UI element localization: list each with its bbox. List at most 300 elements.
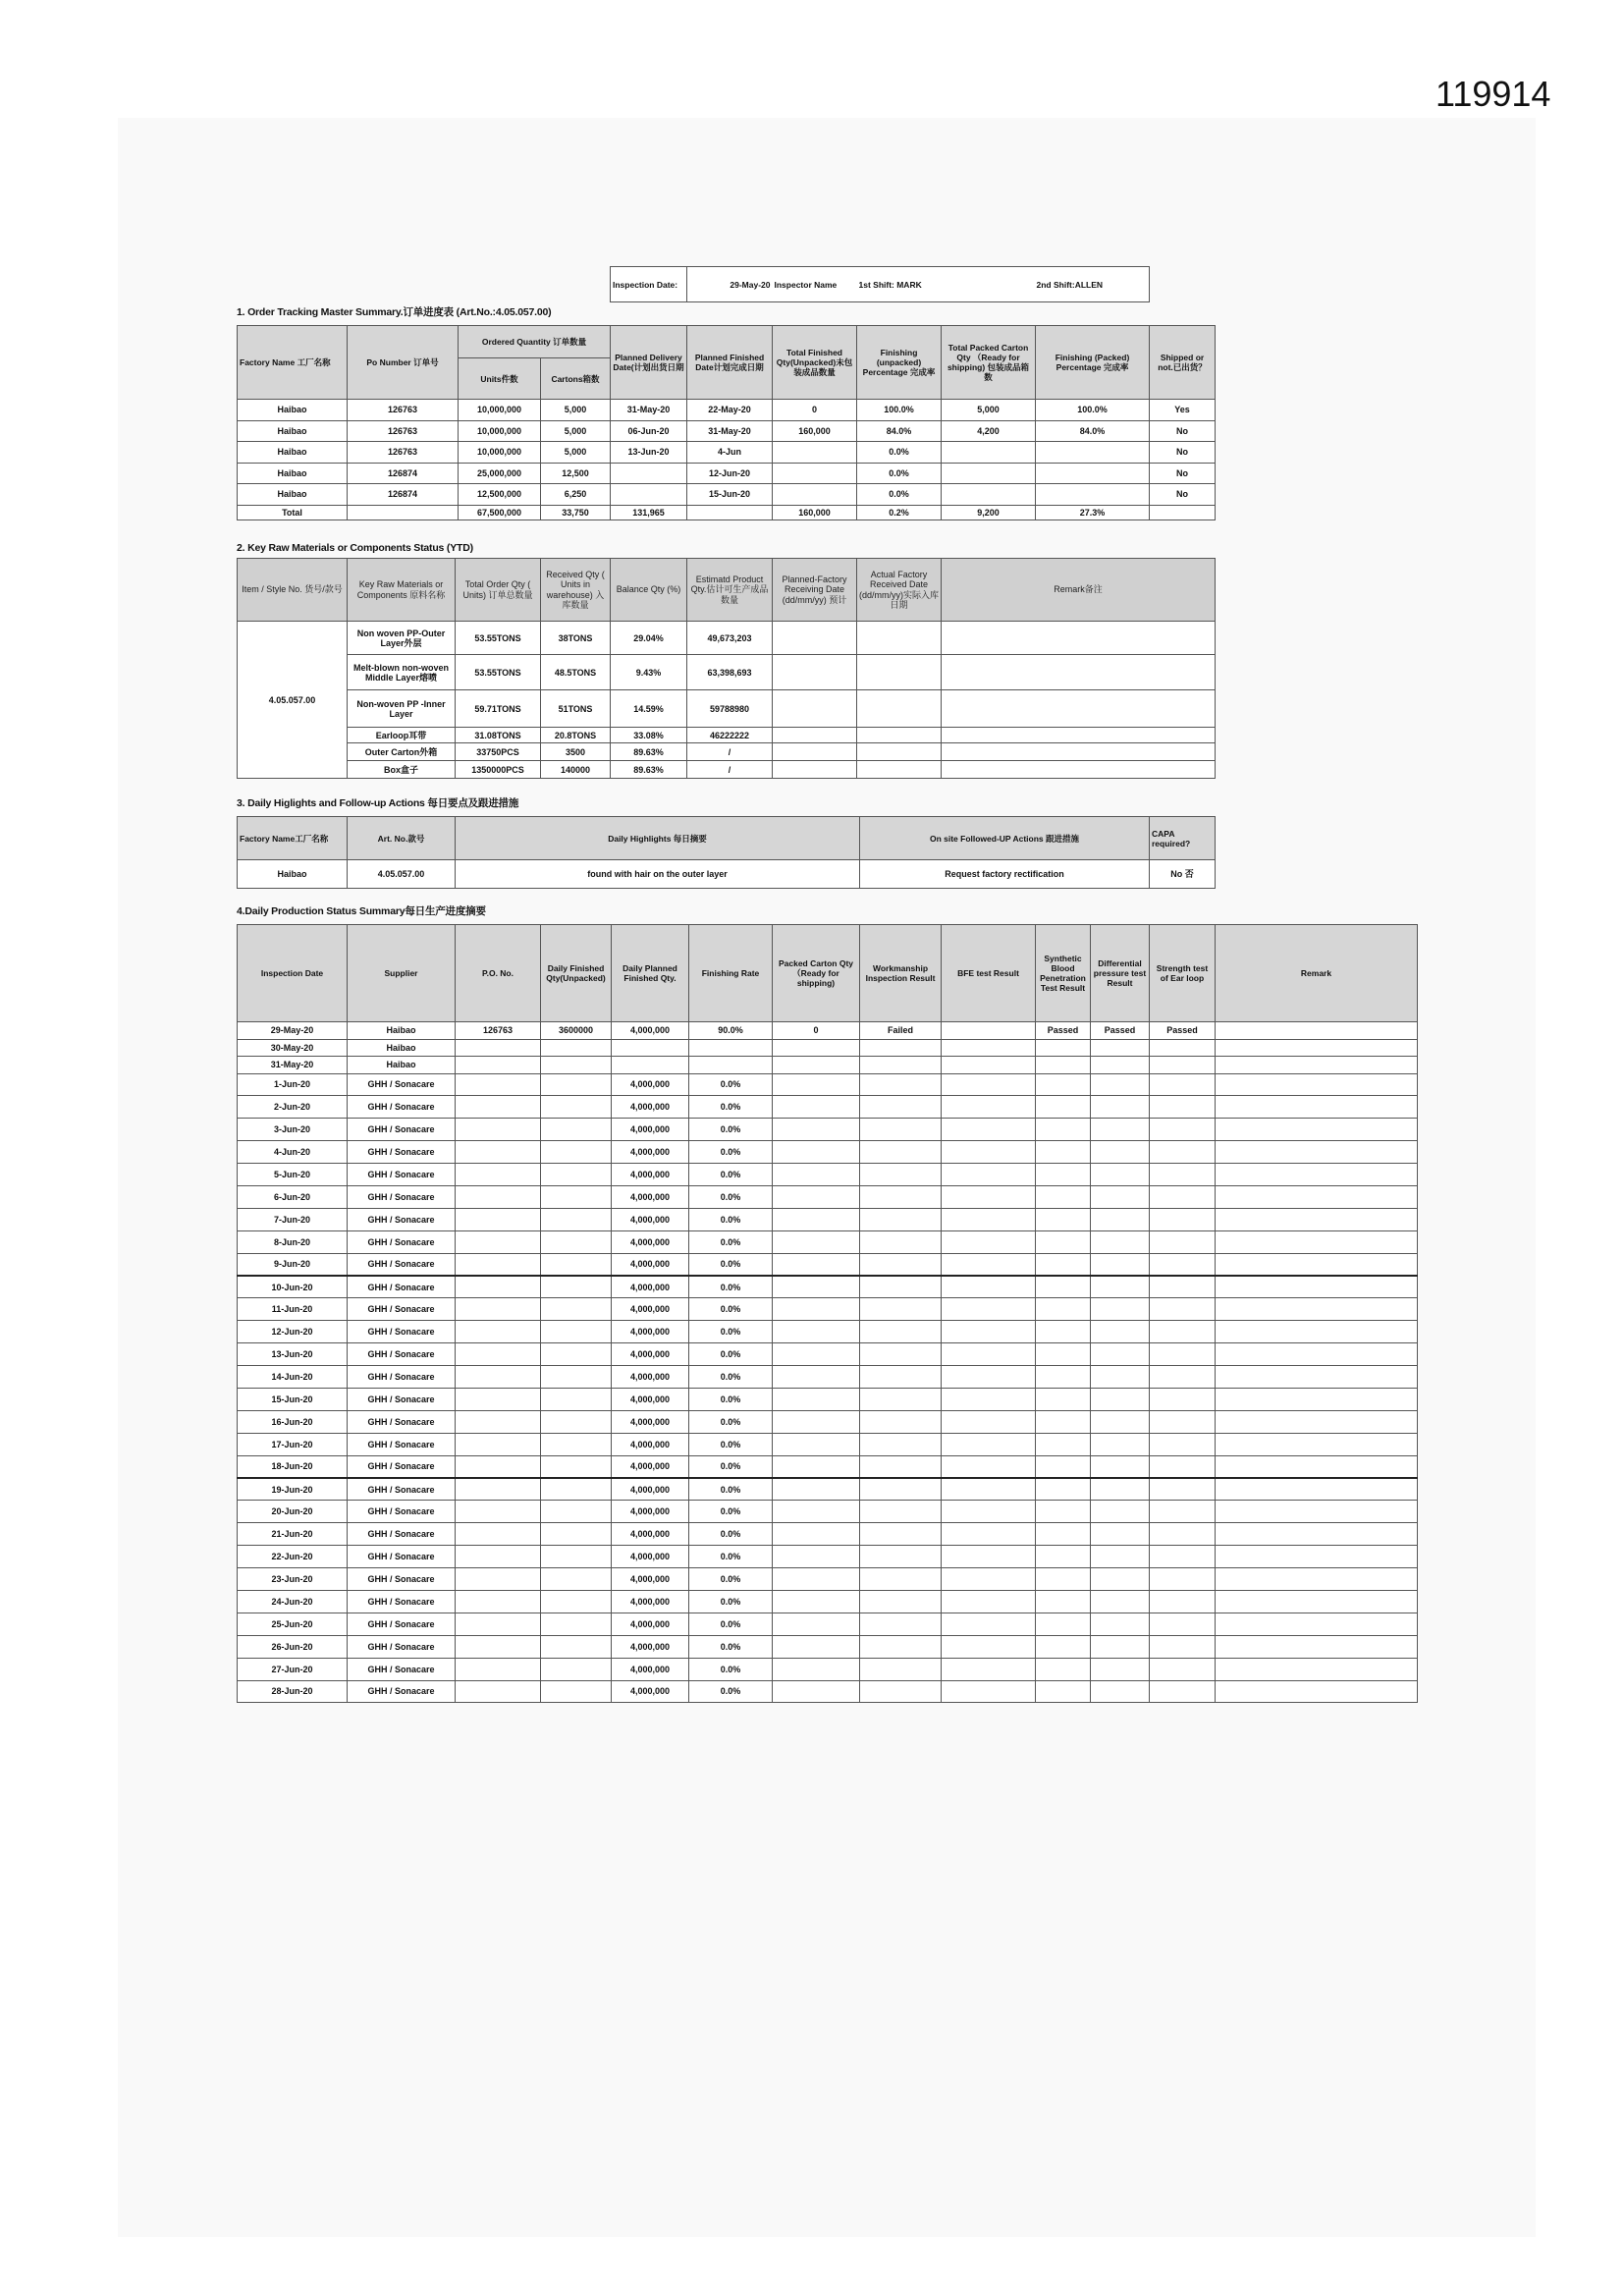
inspection-date-cell: 30-May-20 <box>238 1039 348 1057</box>
order-row <box>238 400 1216 421</box>
col-header-estimated-product-qty: Estimatd Product Qty.估计可生产成品数量 <box>687 559 773 622</box>
supplier-cell: GHH / Sonacare <box>348 1321 456 1343</box>
bfe-result-cell <box>942 1185 1036 1208</box>
workmanship-result-cell <box>860 1410 942 1433</box>
synthetic-blood-result-cell <box>1036 1230 1091 1253</box>
workmanship-result-cell <box>860 1523 942 1546</box>
col-header-workmanship-result: Workmanship Inspection Result <box>860 925 942 1022</box>
order-tracking-table <box>237 325 1216 520</box>
finishing-rate-cell: 90.0% <box>689 1022 773 1040</box>
production-row <box>238 1388 1418 1410</box>
daily-finished-qty-cell <box>541 1164 612 1186</box>
production-row <box>238 1057 1418 1074</box>
received-qty-cell: 140000 <box>541 761 611 779</box>
order-row <box>238 463 1216 484</box>
supplier-cell: Haibao <box>348 1057 456 1074</box>
packed-carton-qty-cell <box>773 1658 860 1680</box>
remark-cell <box>1216 1546 1418 1568</box>
daily-finished-qty-cell <box>541 1073 612 1096</box>
balance-qty-cell: 9.43% <box>611 655 687 690</box>
col-header-bfe-result: BFE test Result <box>942 925 1036 1022</box>
synthetic-blood-result-cell <box>1036 1366 1091 1389</box>
daily-planned-qty-cell: 4,000,000 <box>612 1433 689 1455</box>
po-no-cell <box>456 1568 541 1591</box>
differential-pressure-result-cell <box>1091 1185 1150 1208</box>
daily-finished-qty-cell <box>541 1546 612 1568</box>
daily-finished-qty-cell <box>541 1680 612 1703</box>
total-packed-carton-qty-cell <box>942 442 1036 464</box>
bfe-result-cell <box>942 1410 1036 1433</box>
remark-cell <box>1216 1568 1418 1591</box>
daily-finished-qty-cell: 3600000 <box>541 1022 612 1040</box>
finishing-rate-cell: 0.0% <box>689 1388 773 1410</box>
ear-loop-strength-cell <box>1150 1073 1216 1096</box>
finishing-packed-percentage-cell <box>1036 442 1150 464</box>
finishing-rate-cell: 0.0% <box>689 1613 773 1635</box>
col-header-art-no: Art. No.款号 <box>348 817 456 860</box>
daily-finished-qty-cell <box>541 1523 612 1546</box>
production-row <box>238 1164 1418 1186</box>
inspection-date-cell: 6-Jun-20 <box>238 1185 348 1208</box>
po-number-cell: 126874 <box>348 484 459 506</box>
packed-carton-qty-cell <box>773 1613 860 1635</box>
po-no-cell <box>456 1096 541 1119</box>
bfe-result-cell <box>942 1546 1036 1568</box>
inspection-date-cell: 12-Jun-20 <box>238 1321 348 1343</box>
bfe-result-cell <box>942 1022 1036 1040</box>
remark-cell <box>1216 1613 1418 1635</box>
packed-carton-qty-cell <box>773 1141 860 1164</box>
col-header-planned-receiving-date: Planned-Factory Receiving Date (dd/mm/yy) 预计 <box>773 559 857 622</box>
production-row <box>238 1343 1418 1366</box>
inspection-date-cell: 24-Jun-20 <box>238 1590 348 1613</box>
units-cell: 12,500,000 <box>459 484 541 506</box>
packed-carton-qty-cell <box>773 1680 860 1703</box>
item-style-no-cell: 4.05.057.00 <box>238 622 348 779</box>
bfe-result-cell <box>942 1253 1036 1276</box>
bfe-result-cell <box>942 1366 1036 1389</box>
workmanship-result-cell <box>860 1455 942 1478</box>
col-header-shipped: Shipped or not.已出货？ <box>1150 326 1216 400</box>
col-header-factory-name: Factory Name工厂名称 <box>238 817 348 860</box>
col-header-supplier: Supplier <box>348 925 456 1022</box>
po-no-cell <box>456 1230 541 1253</box>
finishing-rate-cell: 0.0% <box>689 1635 773 1658</box>
packed-carton-qty-cell: 0 <box>773 1022 860 1040</box>
daily-finished-qty-cell <box>541 1501 612 1523</box>
differential-pressure-result-cell <box>1091 1141 1150 1164</box>
inspection-date-cell: 16-Jun-20 <box>238 1410 348 1433</box>
po-no-cell <box>456 1164 541 1186</box>
estimated-product-qty-cell: / <box>687 761 773 779</box>
synthetic-blood-result-cell <box>1036 1343 1091 1366</box>
daily-planned-qty-cell: 4,000,000 <box>612 1501 689 1523</box>
header-row <box>238 817 1216 860</box>
units-cell: 10,000,000 <box>459 442 541 464</box>
production-row <box>238 1321 1418 1343</box>
packed-carton-qty-cell <box>773 1208 860 1230</box>
differential-pressure-result-cell <box>1091 1613 1150 1635</box>
factory-name-cell: Haibao <box>238 484 348 506</box>
differential-pressure-result-cell <box>1091 1230 1150 1253</box>
daily-planned-qty-cell: 4,000,000 <box>612 1253 689 1276</box>
packed-carton-qty-cell <box>773 1433 860 1455</box>
daily-planned-qty-cell: 4,000,000 <box>612 1119 689 1141</box>
workmanship-result-cell: Failed <box>860 1022 942 1040</box>
daily-finished-qty-cell <box>541 1590 612 1613</box>
synthetic-blood-result-cell <box>1036 1635 1091 1658</box>
inspection-date-cell: 27-Jun-20 <box>238 1658 348 1680</box>
finishing-packed-percentage-cell <box>1036 484 1150 506</box>
daily-planned-qty-cell: 4,000,000 <box>612 1321 689 1343</box>
col-header-planned-finished-date: Planned Finished Date计划完成日期 <box>687 326 773 400</box>
daily-finished-qty-cell <box>541 1455 612 1478</box>
po-no-cell: 126763 <box>456 1022 541 1040</box>
page-number: 119914 <box>1435 74 1551 114</box>
factory-name-cell: Haibao <box>238 860 348 889</box>
total-order-qty-cell: 33750PCS <box>456 743 541 761</box>
packed-carton-qty-cell <box>773 1590 860 1613</box>
packed-carton-qty-cell <box>773 1523 860 1546</box>
differential-pressure-result-cell <box>1091 1388 1150 1410</box>
finishing-packed-percentage-cell: 100.0% <box>1036 400 1150 421</box>
remark-cell <box>1216 1119 1418 1141</box>
ear-loop-strength-cell <box>1150 1455 1216 1478</box>
factory-name-cell: Total <box>238 505 348 519</box>
synthetic-blood-result-cell: Passed <box>1036 1022 1091 1040</box>
total-finished-qty-cell <box>773 442 857 464</box>
supplier-cell: GHH / Sonacare <box>348 1455 456 1478</box>
synthetic-blood-result-cell <box>1036 1321 1091 1343</box>
bfe-result-cell <box>942 1039 1036 1057</box>
order-row <box>238 442 1216 464</box>
synthetic-blood-result-cell <box>1036 1057 1091 1074</box>
supplier-cell: GHH / Sonacare <box>348 1523 456 1546</box>
daily-finished-qty-cell <box>541 1321 612 1343</box>
total-order-qty-cell: 53.55TONS <box>456 655 541 690</box>
workmanship-result-cell <box>860 1208 942 1230</box>
ear-loop-strength-cell <box>1150 1501 1216 1523</box>
workmanship-result-cell <box>860 1298 942 1321</box>
packed-carton-qty-cell <box>773 1501 860 1523</box>
finishing-rate-cell: 0.0% <box>689 1433 773 1455</box>
daily-highlights-table <box>237 816 1216 889</box>
production-row <box>238 1073 1418 1096</box>
inspection-date-cell: 8-Jun-20 <box>238 1230 348 1253</box>
col-header-planned-delivery-date: Planned Delivery Date(计划出货日期 <box>611 326 687 400</box>
header-row <box>238 326 1216 358</box>
packed-carton-qty-cell <box>773 1276 860 1298</box>
differential-pressure-result-cell <box>1091 1343 1150 1366</box>
ear-loop-strength-cell <box>1150 1276 1216 1298</box>
packed-carton-qty-cell <box>773 1057 860 1074</box>
col-header-po-no: P.O. No. <box>456 925 541 1022</box>
daily-finished-qty-cell <box>541 1096 612 1119</box>
daily-finished-qty-cell <box>541 1568 612 1591</box>
finishing-rate-cell: 0.0% <box>689 1253 773 1276</box>
po-no-cell <box>456 1635 541 1658</box>
synthetic-blood-result-cell <box>1036 1185 1091 1208</box>
production-row <box>238 1680 1418 1703</box>
synthetic-blood-result-cell <box>1036 1073 1091 1096</box>
inspection-date-label: Inspection Date: <box>611 267 687 302</box>
daily-finished-qty-cell <box>541 1343 612 1366</box>
inspection-date-cell: 14-Jun-20 <box>238 1366 348 1389</box>
col-header-cartons: Cartons箱数 <box>541 358 611 400</box>
production-row <box>238 1455 1418 1478</box>
synthetic-blood-result-cell <box>1036 1388 1091 1410</box>
remark-cell <box>1216 1073 1418 1096</box>
planned-receiving-date-cell <box>773 743 857 761</box>
finishing-rate-cell: 0.0% <box>689 1680 773 1703</box>
differential-pressure-result-cell <box>1091 1253 1150 1276</box>
estimated-product-qty-cell: 46222222 <box>687 728 773 743</box>
differential-pressure-result-cell <box>1091 1298 1150 1321</box>
total-finished-qty-cell <box>773 463 857 484</box>
planned-delivery-date-cell <box>611 463 687 484</box>
remark-cell <box>1216 1039 1418 1057</box>
po-number-cell: 126763 <box>348 442 459 464</box>
finishing-rate-cell: 0.0% <box>689 1546 773 1568</box>
workmanship-result-cell <box>860 1343 942 1366</box>
ear-loop-strength-cell <box>1150 1253 1216 1276</box>
po-no-cell <box>456 1343 541 1366</box>
col-header-daily-highlights: Daily Highlights 每日摘要 <box>456 817 860 860</box>
col-header-key-raw-materials: Key Raw Materials or Components 原料名称 <box>348 559 456 622</box>
units-cell: 25,000,000 <box>459 463 541 484</box>
packed-carton-qty-cell <box>773 1478 860 1501</box>
remark-cell <box>1216 1388 1418 1410</box>
col-header-daily-planned-qty: Daily Planned Finished Qty. <box>612 925 689 1022</box>
remark-cell <box>1216 1253 1418 1276</box>
finishing-rate-cell: 0.0% <box>689 1276 773 1298</box>
synthetic-blood-result-cell <box>1036 1680 1091 1703</box>
workmanship-result-cell <box>860 1039 942 1057</box>
differential-pressure-result-cell <box>1091 1433 1150 1455</box>
packed-carton-qty-cell <box>773 1343 860 1366</box>
col-header-follow-up-actions: On site Followed-UP Actions 跟进措施 <box>860 817 1150 860</box>
supplier-cell: GHH / Sonacare <box>348 1546 456 1568</box>
supplier-cell: GHH / Sonacare <box>348 1119 456 1141</box>
inspection-date-value: 29-May-20 <box>730 279 771 290</box>
differential-pressure-result-cell: Passed <box>1091 1022 1150 1040</box>
ear-loop-strength-cell <box>1150 1039 1216 1057</box>
actual-received-date-cell <box>857 690 942 728</box>
differential-pressure-result-cell <box>1091 1501 1150 1523</box>
packed-carton-qty-cell <box>773 1185 860 1208</box>
finishing-rate-cell: 0.0% <box>689 1410 773 1433</box>
po-number-cell: 126874 <box>348 463 459 484</box>
ear-loop-strength-cell <box>1150 1298 1216 1321</box>
differential-pressure-result-cell <box>1091 1321 1150 1343</box>
production-row <box>238 1185 1418 1208</box>
balance-qty-cell: 89.63% <box>611 761 687 779</box>
bfe-result-cell <box>942 1164 1036 1186</box>
finishing-rate-cell: 0.0% <box>689 1501 773 1523</box>
planned-delivery-date-cell <box>611 484 687 506</box>
total-order-qty-cell: 31.08TONS <box>456 728 541 743</box>
raw-materials-table <box>237 558 1216 779</box>
daily-finished-qty-cell <box>541 1658 612 1680</box>
factory-name-cell: Haibao <box>238 400 348 421</box>
inspection-date-cell: 11-Jun-20 <box>238 1298 348 1321</box>
remark-cell <box>1216 1635 1418 1658</box>
daily-planned-qty-cell: 4,000,000 <box>612 1208 689 1230</box>
inspection-date-cell: 5-Jun-20 <box>238 1164 348 1186</box>
production-row <box>238 1141 1418 1164</box>
synthetic-blood-result-cell <box>1036 1096 1091 1119</box>
daily-finished-qty-cell <box>541 1298 612 1321</box>
bfe-result-cell <box>942 1568 1036 1591</box>
po-no-cell <box>456 1141 541 1164</box>
finishing-rate-cell: 0.0% <box>689 1523 773 1546</box>
daily-finished-qty-cell <box>541 1039 612 1057</box>
daily-planned-qty-cell: 4,000,000 <box>612 1455 689 1478</box>
synthetic-blood-result-cell <box>1036 1298 1091 1321</box>
finishing-rate-cell: 0.0% <box>689 1478 773 1501</box>
po-no-cell <box>456 1455 541 1478</box>
remark-cell <box>1216 1433 1418 1455</box>
ear-loop-strength-cell <box>1150 1208 1216 1230</box>
differential-pressure-result-cell <box>1091 1546 1150 1568</box>
ear-loop-strength-cell <box>1150 1523 1216 1546</box>
planned-delivery-date-cell: 13-Jun-20 <box>611 442 687 464</box>
planned-finished-date-cell: 31-May-20 <box>687 420 773 442</box>
differential-pressure-result-cell <box>1091 1658 1150 1680</box>
po-no-cell <box>456 1039 541 1057</box>
daily-planned-qty-cell: 4,000,000 <box>612 1185 689 1208</box>
finishing-rate-cell: 0.0% <box>689 1590 773 1613</box>
inspection-date-cell: 18-Jun-20 <box>238 1455 348 1478</box>
supplier-cell: GHH / Sonacare <box>348 1141 456 1164</box>
production-row <box>238 1298 1418 1321</box>
workmanship-result-cell <box>860 1366 942 1389</box>
inspection-date-cell: 21-Jun-20 <box>238 1523 348 1546</box>
daily-planned-qty-cell: 4,000,000 <box>612 1141 689 1164</box>
finishing-unpacked-percentage-cell: 0.2% <box>857 505 942 519</box>
cartons-cell: 5,000 <box>541 400 611 421</box>
finishing-rate-cell: 0.0% <box>689 1119 773 1141</box>
finishing-rate-cell: 0.0% <box>689 1455 773 1478</box>
planned-delivery-date-cell: 131,965 <box>611 505 687 519</box>
bfe-result-cell <box>942 1208 1036 1230</box>
col-header-total-finished-qty: Total Finished Qty(Unpacked)未包装成品数量 <box>773 326 857 400</box>
ear-loop-strength-cell <box>1150 1057 1216 1074</box>
workmanship-result-cell <box>860 1141 942 1164</box>
workmanship-result-cell <box>860 1073 942 1096</box>
bfe-result-cell <box>942 1590 1036 1613</box>
workmanship-result-cell <box>860 1321 942 1343</box>
bfe-result-cell <box>942 1057 1036 1074</box>
synthetic-blood-result-cell <box>1036 1276 1091 1298</box>
ear-loop-strength-cell <box>1150 1164 1216 1186</box>
ear-loop-strength-cell <box>1150 1658 1216 1680</box>
daily-planned-qty-cell <box>612 1057 689 1074</box>
finishing-rate-cell: 0.0% <box>689 1073 773 1096</box>
key-raw-material-cell: Earloop耳带 <box>348 728 456 743</box>
packed-carton-qty-cell <box>773 1253 860 1276</box>
estimated-product-qty-cell: / <box>687 743 773 761</box>
production-row <box>238 1096 1418 1119</box>
differential-pressure-result-cell <box>1091 1410 1150 1433</box>
po-no-cell <box>456 1119 541 1141</box>
daily-planned-qty-cell: 4,000,000 <box>612 1276 689 1298</box>
daily-finished-qty-cell <box>541 1057 612 1074</box>
inspection-date-cell: 19-Jun-20 <box>238 1478 348 1501</box>
material-row <box>238 622 1216 655</box>
workmanship-result-cell <box>860 1433 942 1455</box>
received-qty-cell: 3500 <box>541 743 611 761</box>
order-tracking-title: 1. Order Tracking Master Summary.订单进度表 (Art.No.:4.05.057.00) <box>237 306 552 318</box>
supplier-cell: GHH / Sonacare <box>348 1680 456 1703</box>
shipped-cell: No <box>1150 463 1216 484</box>
bfe-result-cell <box>942 1455 1036 1478</box>
daily-finished-qty-cell <box>541 1253 612 1276</box>
received-qty-cell: 38TONS <box>541 622 611 655</box>
synthetic-blood-result-cell <box>1036 1141 1091 1164</box>
second-shift-inspector: 2nd Shift:ALLEN <box>1036 279 1104 290</box>
differential-pressure-result-cell <box>1091 1164 1150 1186</box>
po-no-cell <box>456 1658 541 1680</box>
order-row <box>238 484 1216 506</box>
daily-planned-qty-cell: 4,000,000 <box>612 1658 689 1680</box>
packed-carton-qty-cell <box>773 1388 860 1410</box>
daily-planned-qty-cell: 4,000,000 <box>612 1680 689 1703</box>
workmanship-result-cell <box>860 1478 942 1501</box>
remark-cell <box>942 743 1216 761</box>
remark-cell <box>1216 1276 1418 1298</box>
planned-receiving-date-cell <box>773 761 857 779</box>
shipped-cell: Yes <box>1150 400 1216 421</box>
col-header-daily-finished-qty: Daily Finished Qty(Unpacked) <box>541 925 612 1022</box>
ear-loop-strength-cell <box>1150 1096 1216 1119</box>
balance-qty-cell: 89.63% <box>611 743 687 761</box>
received-qty-cell: 48.5TONS <box>541 655 611 690</box>
daily-production-table <box>237 924 1418 1703</box>
key-raw-material-cell: Melt-blown non-woven Middle Layer熔喷 <box>348 655 456 690</box>
remark-cell <box>1216 1298 1418 1321</box>
po-no-cell <box>456 1433 541 1455</box>
supplier-cell: GHH / Sonacare <box>348 1298 456 1321</box>
total-packed-carton-qty-cell: 4,200 <box>942 420 1036 442</box>
differential-pressure-result-cell <box>1091 1073 1150 1096</box>
differential-pressure-result-cell <box>1091 1096 1150 1119</box>
production-row <box>238 1119 1418 1141</box>
po-no-cell <box>456 1321 541 1343</box>
ear-loop-strength-cell <box>1150 1388 1216 1410</box>
col-header-factory-name: Factory Name 工厂名称 <box>238 326 348 400</box>
finishing-rate-cell: 0.0% <box>689 1321 773 1343</box>
supplier-cell: GHH / Sonacare <box>348 1635 456 1658</box>
production-row <box>238 1208 1418 1230</box>
finishing-unpacked-percentage-cell: 0.0% <box>857 442 942 464</box>
shipped-cell <box>1150 505 1216 519</box>
total-order-qty-cell: 53.55TONS <box>456 622 541 655</box>
ear-loop-strength-cell <box>1150 1321 1216 1343</box>
remark-cell <box>1216 1208 1418 1230</box>
bfe-result-cell <box>942 1658 1036 1680</box>
estimated-product-qty-cell: 59788980 <box>687 690 773 728</box>
production-row <box>238 1253 1418 1276</box>
workmanship-result-cell <box>860 1276 942 1298</box>
inspection-date-cell: 1-Jun-20 <box>238 1073 348 1096</box>
production-row <box>238 1568 1418 1591</box>
supplier-cell: GHH / Sonacare <box>348 1613 456 1635</box>
planned-finished-date-cell: 22-May-20 <box>687 400 773 421</box>
remark-cell <box>942 690 1216 728</box>
production-row <box>238 1022 1418 1040</box>
total-order-qty-cell: 1350000PCS <box>456 761 541 779</box>
